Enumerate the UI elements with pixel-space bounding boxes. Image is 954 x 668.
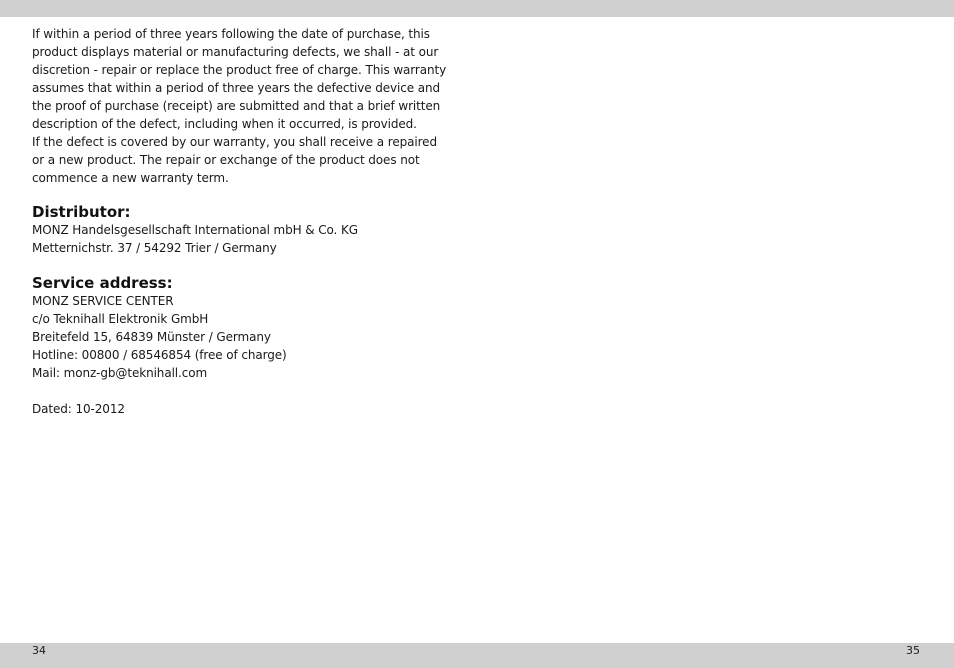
warranty-line: product displays material or manufacturing defects, we shall - at our: [32, 45, 439, 59]
dated-text: Dated: 10-2012: [32, 402, 125, 416]
distributor-line: MONZ Handelsgesellschaft International mbH & Co. KG: [32, 223, 358, 237]
warranty-line: assumes that within a period of three years the defective device and: [32, 81, 441, 95]
warranty-line: commence a new warranty term.: [32, 171, 229, 185]
service-heading: Service address:: [32, 274, 173, 292]
top-bar: [0, 0, 954, 17]
warranty-line: If the defect is covered by our warranty, you shall receive a repaired: [32, 135, 437, 149]
distributor-heading: Distributor:: [32, 203, 131, 221]
service-line: c/o Teknihall Elektronik GmbH: [32, 312, 209, 326]
service-line: MONZ SERVICE CENTER: [32, 294, 174, 308]
service-section: [32, 274, 452, 382]
warranty-text: [32, 25, 452, 187]
warranty-line: or a new product. The repair or exchange of the product does not: [32, 153, 420, 167]
bottom-bar: [0, 643, 954, 668]
service-line: Hotline: 00800 / 68546854 (free of charge): [32, 348, 287, 362]
warranty-line: description of the defect, including when it occurred, is provided.: [32, 117, 417, 131]
service-mail: Mail: monz-gb@teknihall.com: [32, 366, 208, 380]
warranty-line: the proof of purchase (receipt) are submitted and that a brief written: [32, 99, 441, 113]
service-line: Breitefeld 15, 64839 Münster / Germany: [32, 330, 271, 344]
distributor-line: Metternichstr. 37 / 54292 Trier / Germany: [32, 241, 277, 255]
page-number-right: 35: [906, 644, 920, 657]
page-content: [32, 25, 452, 418]
page-number-left: 34: [32, 644, 46, 657]
warranty-line: discretion - repair or replace the product free of charge. This warranty: [32, 63, 447, 77]
warranty-line: If within a period of three years following the date of purchase, this: [32, 27, 430, 41]
distributor-section: [32, 203, 452, 257]
